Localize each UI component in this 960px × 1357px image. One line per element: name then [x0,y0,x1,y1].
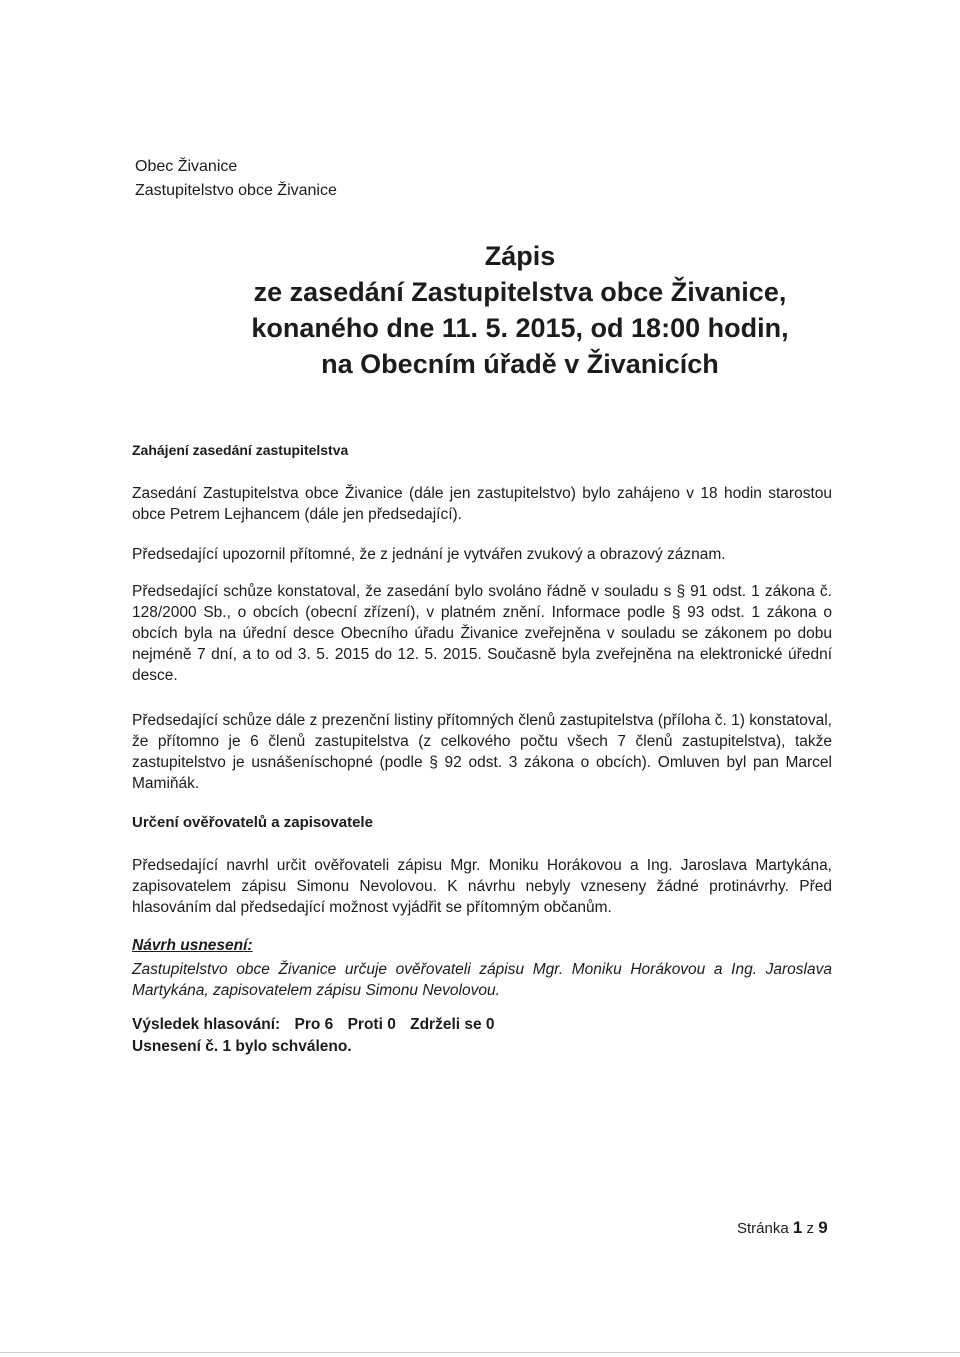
page-number [737,1218,828,1238]
vote-pro: Pro 6 [294,1016,334,1033]
page-separator: z [806,1220,815,1237]
proposal-text: Zastupitelstvo obce Živanice určuje ověřovateli zápisu Mgr. Moniku Horákovou a Ing. Jaroslava Martykána, zapisovatelem zápisu Simonu Nevolovou. [132,961,832,999]
vote-proti: Proti 0 [347,1016,396,1033]
proposal-label: Návrh usnesení: [132,937,253,954]
page-prefix: Stránka [737,1220,789,1237]
title-line-1: Zápis [484,241,556,271]
resolution-status: Usnesení č. 1 bylo schváleno. [132,1038,352,1055]
title-line-3: konaného dne 11. 5. 2015, od 18:00 hodin, [251,313,789,343]
title-line-4: na Obecním úřadě v Živanicích [321,349,719,379]
vote-result [132,1014,505,1036]
municipality-name: Obec Živanice [135,158,238,175]
vote-label: Výsledek hlasování: [132,1016,281,1033]
paragraph-quorum: Předsedající schůze dále z prezenční listiny přítomných členů zastupitelstva (příloha č. 1) konstatoval, že přítomno je 6 členů zastupitelstva (z celkového počtu všech 7 členů zastupitelstva), takže zastupitelstvo je usnášeníschopné (podle § 92 odst. 3 zákona o obcích). Omluven byl pan Marcel Mamiňák. [132,712,832,792]
page-current: 1 [792,1218,803,1237]
paragraph-recording-notice: Předsedající upozornil přítomné, že z jednání je vytvářen zvukový a obrazový záznam. [132,546,726,563]
page-total: 9 [818,1218,828,1237]
council-name: Zastupitelstvo obce Živanice [135,182,337,199]
document-header [135,155,337,203]
vote-zdrzeli: Zdrželi se 0 [410,1016,495,1033]
paragraph-convening: Předsedající schůze konstatoval, že zasedání bylo svoláno řádně v souladu s § 91 odst. 1 zákona č. 128/2000 Sb., o obcích (obecní zřízení), v platném znění. Informace podle § 93 odst. 1 zákona o obcích byla na úřední desce Obecního úřadu Živanice zveřejněna v souladu se zákonem po dobu nejméně 7 dní, a to od 3. 5. 2015 do 12. 5. 2015. Současně byla zveřejněna na elektronické úřední desce. [132,583,832,684]
section-heading-verifiers: Určení ověřovatelů a zapisovatele [132,814,373,831]
document-title [200,238,840,382]
paragraph-opening: Zasedání Zastupitelstva obce Živanice (dále jen zastupitelstvo) bylo zahájeno v 18 hodin starostou obce Petrem Lejhancem (dále jen předsedající). [132,485,832,523]
scan-edge-line [0,1352,960,1353]
section-heading-opening: Zahájení zasedání zastupitelstva [132,442,349,458]
paragraph-verifiers: Předsedající navrhl určit ověřovateli zápisu Mgr. Moniku Horákovou a Ing. Jaroslava Martykána, zapisovatelem zápisu Simonu Nevolovou. K návrhu nebyly vzneseny žádné protinávrhy. Před hlasováním dal předsedající možnost vyjádřit se přítomným občanům. [132,857,832,916]
title-line-2: ze zasedání Zastupitelstva obce Živanice, [253,277,787,307]
